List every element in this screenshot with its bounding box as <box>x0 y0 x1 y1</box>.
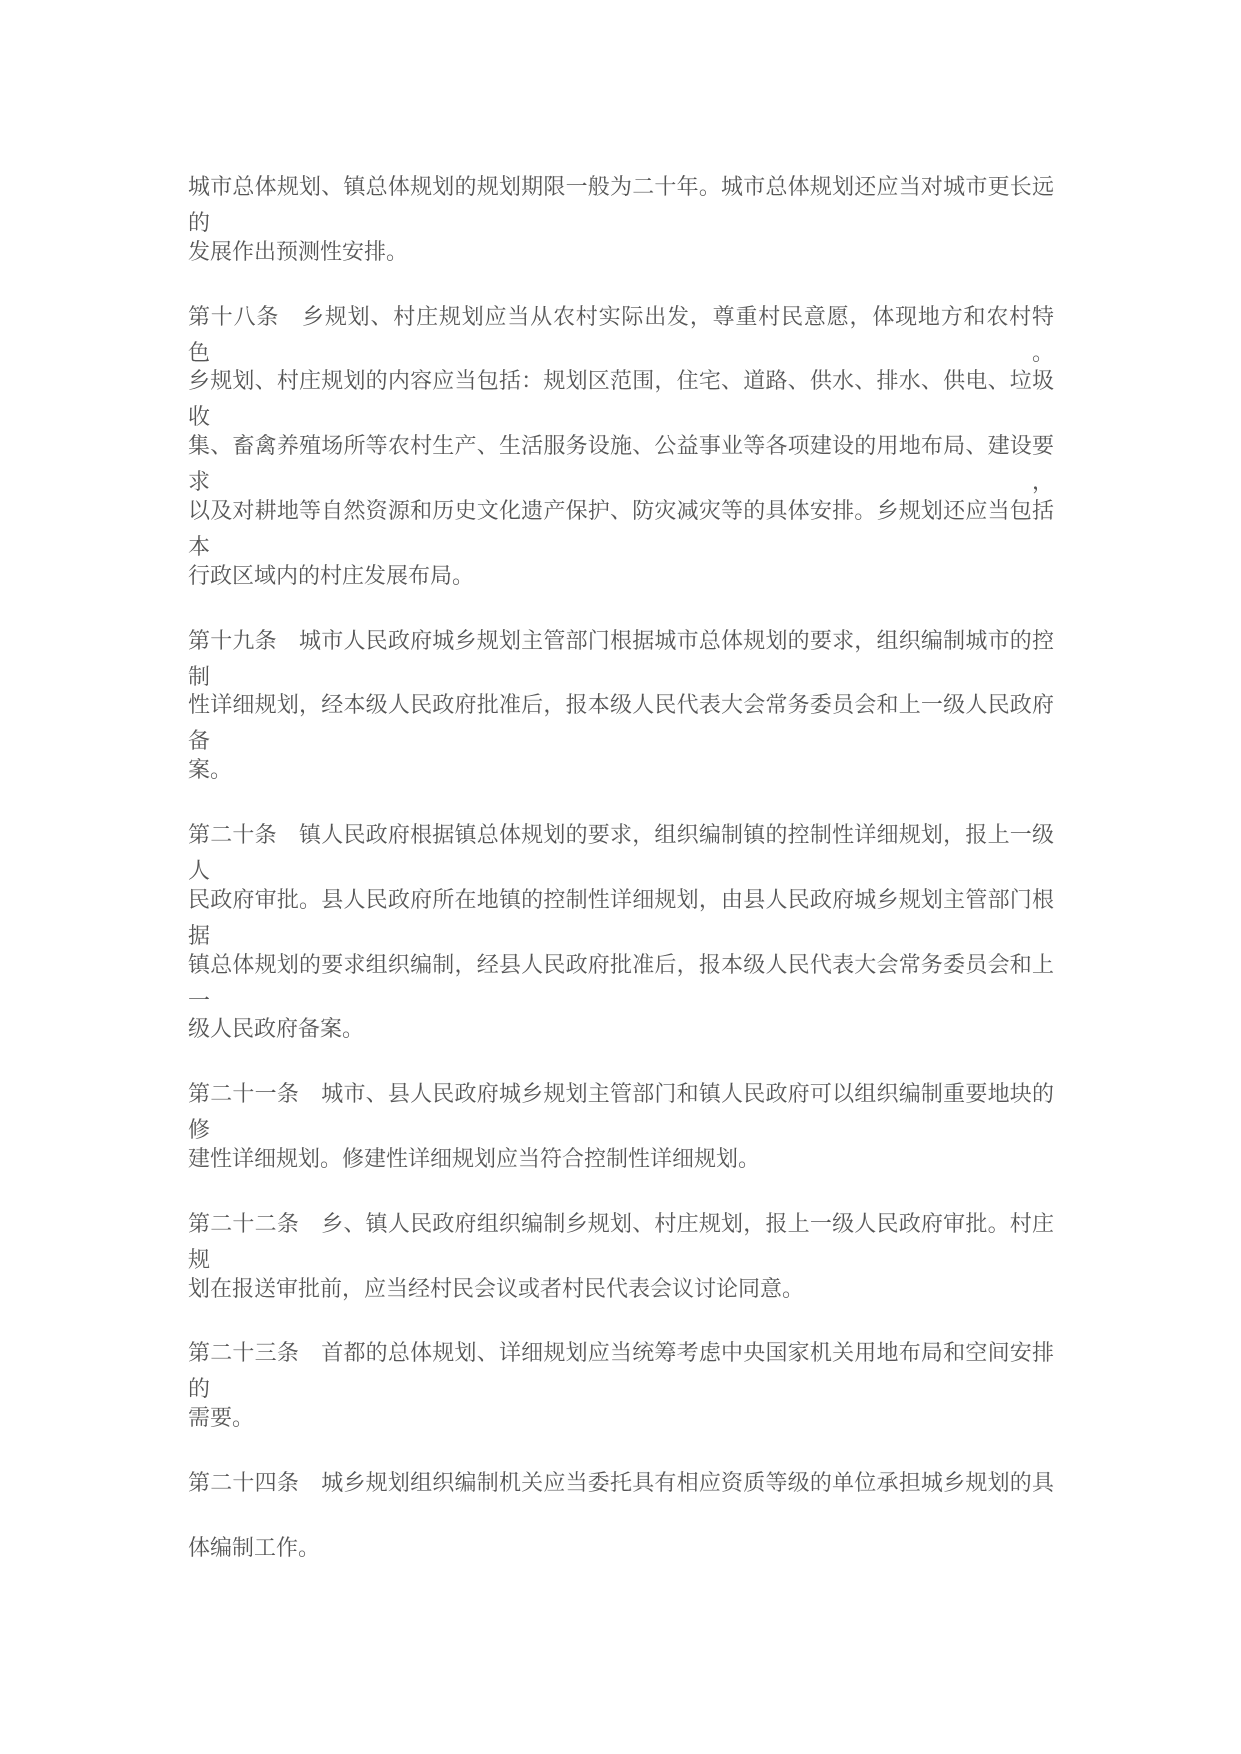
text-line: 第二十条 镇人民政府根据镇总体规划的要求，组织编制镇的控制性详细规划，报上一级人 <box>188 822 1054 884</box>
text-line: 建性详细规划。修建性详细规划应当符合控制性详细规划。 <box>188 1146 761 1172</box>
text-line: 第十九条 城市人民政府城乡规划主管部门根据城市总体规划的要求，组织编制城市的控制 <box>188 628 1054 690</box>
document-body <box>188 170 1054 1596</box>
text-line: 集、畜禽养殖场所等农村生产、生活服务设施、公益事业等各项建设的用地布局、建设要求， <box>188 434 1054 496</box>
text-line: 划在报送审批前，应当经村民会议或者村民代表会议讨论同意。 <box>188 1276 805 1302</box>
text-line: 案。 <box>188 758 233 784</box>
text-line: 需要。 <box>188 1406 255 1432</box>
text-line: 第二十三条 首都的总体规划、详细规划应当统筹考虑中央国家机关用地布局和空间安排的 <box>188 1341 1054 1403</box>
text-line: 级人民政府备案。 <box>188 1017 365 1043</box>
text-line: 体编制工作。 <box>188 1535 321 1561</box>
text-line: 性详细规划，经本级人民政府批准后，报本级人民代表大会常务委员会和上一级人民政府备 <box>188 693 1054 755</box>
text-line: 城市总体规划、镇总体规划的规划期限一般为二十年。城市总体规划还应当对城市更长远的 <box>188 175 1054 236</box>
text-line: 乡规划、村庄规划的内容应当包括：规划区范围，住宅、道路、供水、排水、供电、垃圾收 <box>188 369 1054 431</box>
text-line: 镇总体规划的要求组织编制，经县人民政府批准后，报本级人民代表大会常务委员会和上一 <box>188 952 1054 1014</box>
text-line: 发展作出预测性安排。 <box>188 239 409 265</box>
text-line: 第二十四条 城乡规划组织编制机关应当委托具有相应资质等级的单位承担城乡规划的具 <box>188 1470 1054 1496</box>
text-line: 以及对耕地等自然资源和历史文化遗产保护、防灾减灾等的具体安排。乡规划还应当包括本 <box>188 498 1054 560</box>
text-line: 第二十一条 城市、县人民政府城乡规划主管部门和镇人民政府可以组织编制重要地块的修 <box>188 1082 1054 1144</box>
text-line: 行政区域内的村庄发展布局。 <box>188 563 475 589</box>
text-line: 第十八条 乡规划、村庄规划应当从农村实际出发，尊重村民意愿，体现地方和农村特色。 <box>188 304 1054 366</box>
text-line: 民政府审批。县人民政府所在地镇的控制性详细规划，由县人民政府城乡规划主管部门根据 <box>188 887 1054 949</box>
text-line: 第二十二条 乡、镇人民政府组织编制乡规划、村庄规划，报上一级人民政府审批。村庄规 <box>188 1211 1054 1273</box>
